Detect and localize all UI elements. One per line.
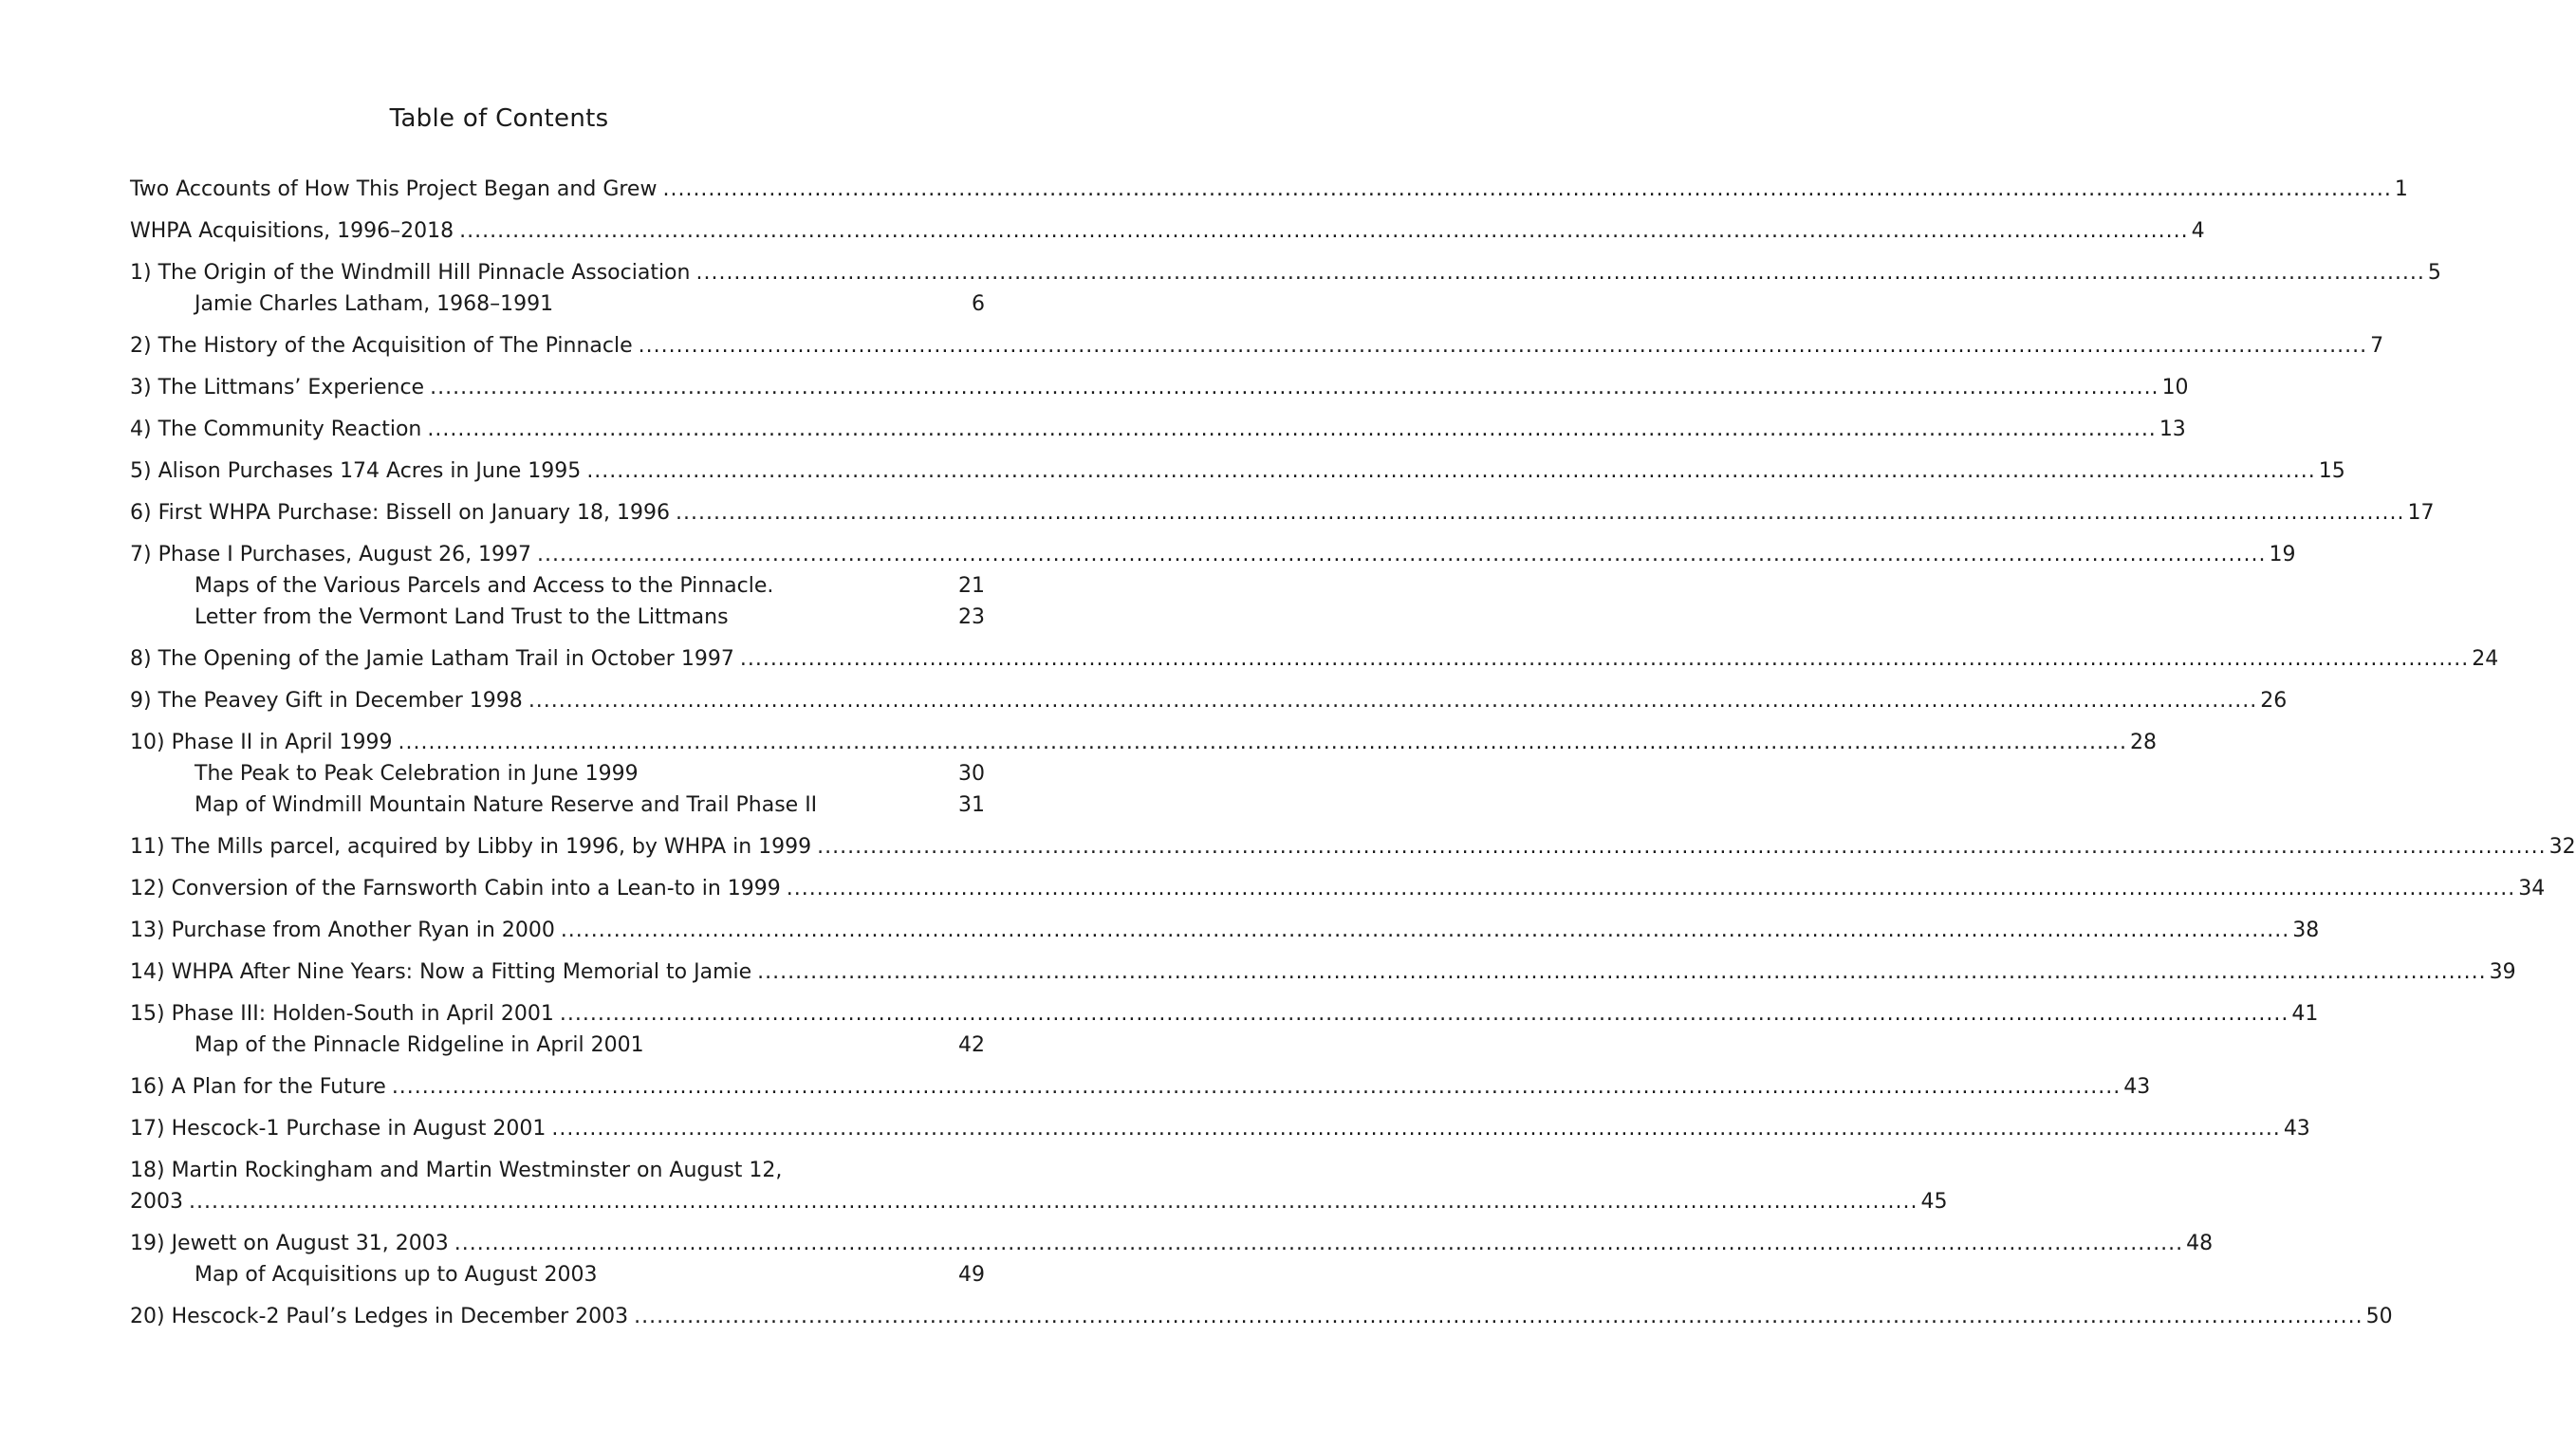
toc-subentry[interactable] <box>130 789 985 821</box>
toc-entry-page: 34 <box>2518 877 2546 900</box>
dot-leader <box>392 1071 2121 1103</box>
toc-entry[interactable] <box>130 257 2441 288</box>
toc-entry[interactable] <box>130 455 2345 487</box>
toc-entry-page: 5 <box>2427 261 2441 285</box>
toc-entry-title: 5) Alison Purchases 174 Acres in June 1995 <box>130 459 582 483</box>
toc-entry[interactable] <box>130 685 2288 716</box>
toc-entry-title: 2) The History of the Acquisition of The Pinnacle <box>130 334 633 358</box>
toc-entry-page: 41 <box>2291 1002 2319 1026</box>
toc-entry-title: 14) WHPA After Nine Years: Now a Fitting Memorial to Jamie <box>130 960 752 984</box>
toc-entry-page: 1 <box>2394 177 2408 201</box>
toc-entry-page: 10 <box>2161 376 2189 399</box>
toc-entry[interactable] <box>130 1228 2214 1259</box>
dot-leader <box>537 539 2266 570</box>
dot-leader <box>817 831 2546 863</box>
dot-leader <box>676 497 2404 529</box>
toc-entry-page: 26 <box>2260 689 2288 713</box>
toc-entry[interactable] <box>130 539 2296 570</box>
dot-leader <box>787 873 2515 904</box>
toc-subentry[interactable] <box>130 602 985 633</box>
toc-entry-page: 38 <box>2292 919 2320 942</box>
toc-entry-page: 13 <box>2159 418 2186 441</box>
toc-entry-title: WHPA Acquisitions, 1996–2018 <box>130 219 454 243</box>
dot-leader <box>662 174 2391 205</box>
toc-entry-page: 45 <box>1920 1190 1948 1214</box>
toc-subentry-page: 21 <box>958 574 985 598</box>
toc-entry-title: 15) Phase III: Holden-South in April 2001 <box>130 1002 554 1026</box>
toc-subentry[interactable] <box>130 1259 985 1290</box>
toc-subentry[interactable] <box>130 288 985 320</box>
dot-leader <box>459 215 2188 247</box>
toc-subentry-title: Maps of the Various Parcels and Access to the Pinnacle. <box>195 574 774 598</box>
dot-leader <box>551 1113 2280 1144</box>
toc-entry[interactable] <box>130 873 2546 904</box>
toc-subentry-page: 23 <box>958 605 985 629</box>
toc-entry-page: 4 <box>2191 219 2205 243</box>
toc-subentry-page: 42 <box>958 1033 985 1057</box>
toc-entry-title: 10) Phase II in April 1999 <box>130 731 393 754</box>
toc-entry-title: 8) The Opening of the Jamie Latham Trail in October 1997 <box>130 647 734 671</box>
dot-leader <box>454 1228 2183 1259</box>
toc-entry[interactable] <box>130 1113 2310 1144</box>
toc-subentry-title: The Peak to Peak Celebration in June 1999 <box>195 762 639 786</box>
toc-entry-page: 39 <box>2489 960 2516 984</box>
toc-subentry-page: 30 <box>958 762 985 786</box>
dot-leader <box>740 643 2469 675</box>
toc-subentry-title: Map of Acquisitions up to August 2003 <box>195 1263 598 1287</box>
toc-entry-title-line1: 18) Martin Rockingham and Martin Westminster on August 12, <box>130 1159 783 1182</box>
toc-subentry-page: 31 <box>958 793 985 817</box>
dot-leader <box>427 414 2156 445</box>
table-of-contents <box>130 174 2576 1332</box>
toc-entry-page: 43 <box>2123 1075 2151 1099</box>
toc-entry-title: 7) Phase I Purchases, August 26, 1997 <box>130 543 532 566</box>
dot-leader <box>398 727 2127 758</box>
toc-entry-page: 50 <box>2365 1305 2393 1328</box>
toc-entry-page: 19 <box>2269 543 2296 566</box>
toc-entry-title: 13) Purchase from Another Ryan in 2000 <box>130 919 555 942</box>
dot-leader <box>586 455 2315 487</box>
toc-entry-title: 2003 <box>130 1190 183 1214</box>
toc-entry-page: 32 <box>2548 835 2576 859</box>
dot-leader <box>560 998 2289 1030</box>
dot-leader <box>639 330 2367 362</box>
toc-subentry-title: Letter from the Vermont Land Trust to the Littmans <box>195 605 729 629</box>
toc-entry[interactable] <box>130 497 2435 529</box>
toc-entry-page: 15 <box>2318 459 2345 483</box>
page-title: Table of Contents <box>389 104 609 133</box>
dot-leader <box>528 685 2257 716</box>
toc-entry-page: 28 <box>2130 731 2157 754</box>
toc-entry-title: 19) Jewett on August 31, 2003 <box>130 1232 449 1255</box>
toc-entry[interactable] <box>130 414 2186 445</box>
toc-entry-title: 12) Conversion of the Farnsworth Cabin into a Lean-to in 1999 <box>130 877 781 900</box>
toc-subentry-title: Map of Windmill Mountain Nature Reserve and Trail Phase II <box>195 793 818 817</box>
toc-entry[interactable] <box>130 1186 1948 1217</box>
toc-entry[interactable] <box>130 727 2157 758</box>
toc-entry-page: 43 <box>2283 1117 2310 1141</box>
dot-leader <box>634 1301 2363 1332</box>
toc-entry-wrapped-line[interactable] <box>130 1155 985 1186</box>
toc-entry[interactable] <box>130 915 2320 946</box>
toc-entry[interactable] <box>130 1071 2151 1103</box>
toc-subentry[interactable] <box>130 1030 985 1061</box>
toc-entry-title: 11) The Mills parcel, acquired by Libby in 1996, by WHPA in 1999 <box>130 835 812 859</box>
toc-subentry[interactable] <box>130 758 985 789</box>
toc-subentry-page: 6 <box>972 292 985 316</box>
toc-entry[interactable] <box>130 998 2319 1030</box>
toc-entry[interactable] <box>130 643 2499 675</box>
toc-entry[interactable] <box>130 215 2205 247</box>
toc-entry-title: 20) Hescock-2 Paul’s Ledges in December 2003 <box>130 1305 629 1328</box>
toc-entry[interactable] <box>130 1301 2393 1332</box>
toc-entry-page: 17 <box>2407 501 2435 525</box>
toc-entry-title: 9) The Peavey Gift in December 1998 <box>130 689 523 713</box>
toc-subentry-title: Jamie Charles Latham, 1968–1991 <box>195 292 554 316</box>
dot-leader <box>561 915 2289 946</box>
toc-entry[interactable] <box>130 956 2516 988</box>
toc-entry-page: 48 <box>2186 1232 2214 1255</box>
dot-leader <box>189 1186 1918 1217</box>
toc-entry-title: 4) The Community Reaction <box>130 418 422 441</box>
toc-entry-title: 1) The Origin of the Windmill Hill Pinnacle Association <box>130 261 691 285</box>
toc-entry-title: Two Accounts of How This Project Began and Grew <box>130 177 658 201</box>
toc-entry-page: 7 <box>2370 334 2384 358</box>
toc-entry[interactable] <box>130 831 2576 863</box>
toc-entry[interactable] <box>130 330 2384 362</box>
toc-subentry[interactable] <box>130 570 985 602</box>
toc-entry[interactable] <box>130 174 2408 205</box>
toc-entry[interactable] <box>130 372 2189 403</box>
toc-subentry-page: 49 <box>958 1263 985 1287</box>
dot-leader <box>757 956 2486 988</box>
toc-subentry-title: Map of the Pinnacle Ridgeline in April 2001 <box>195 1033 644 1057</box>
dot-leader <box>430 372 2159 403</box>
toc-entry-title: 16) A Plan for the Future <box>130 1075 386 1099</box>
toc-entry-title: 17) Hescock-1 Purchase in August 2001 <box>130 1117 547 1141</box>
toc-entry-title: 3) The Littmans’ Experience <box>130 376 425 399</box>
toc-entry-page: 24 <box>2472 647 2499 671</box>
toc-entry-title: 6) First WHPA Purchase: Bissell on January 18, 1996 <box>130 501 671 525</box>
dot-leader <box>695 257 2424 288</box>
